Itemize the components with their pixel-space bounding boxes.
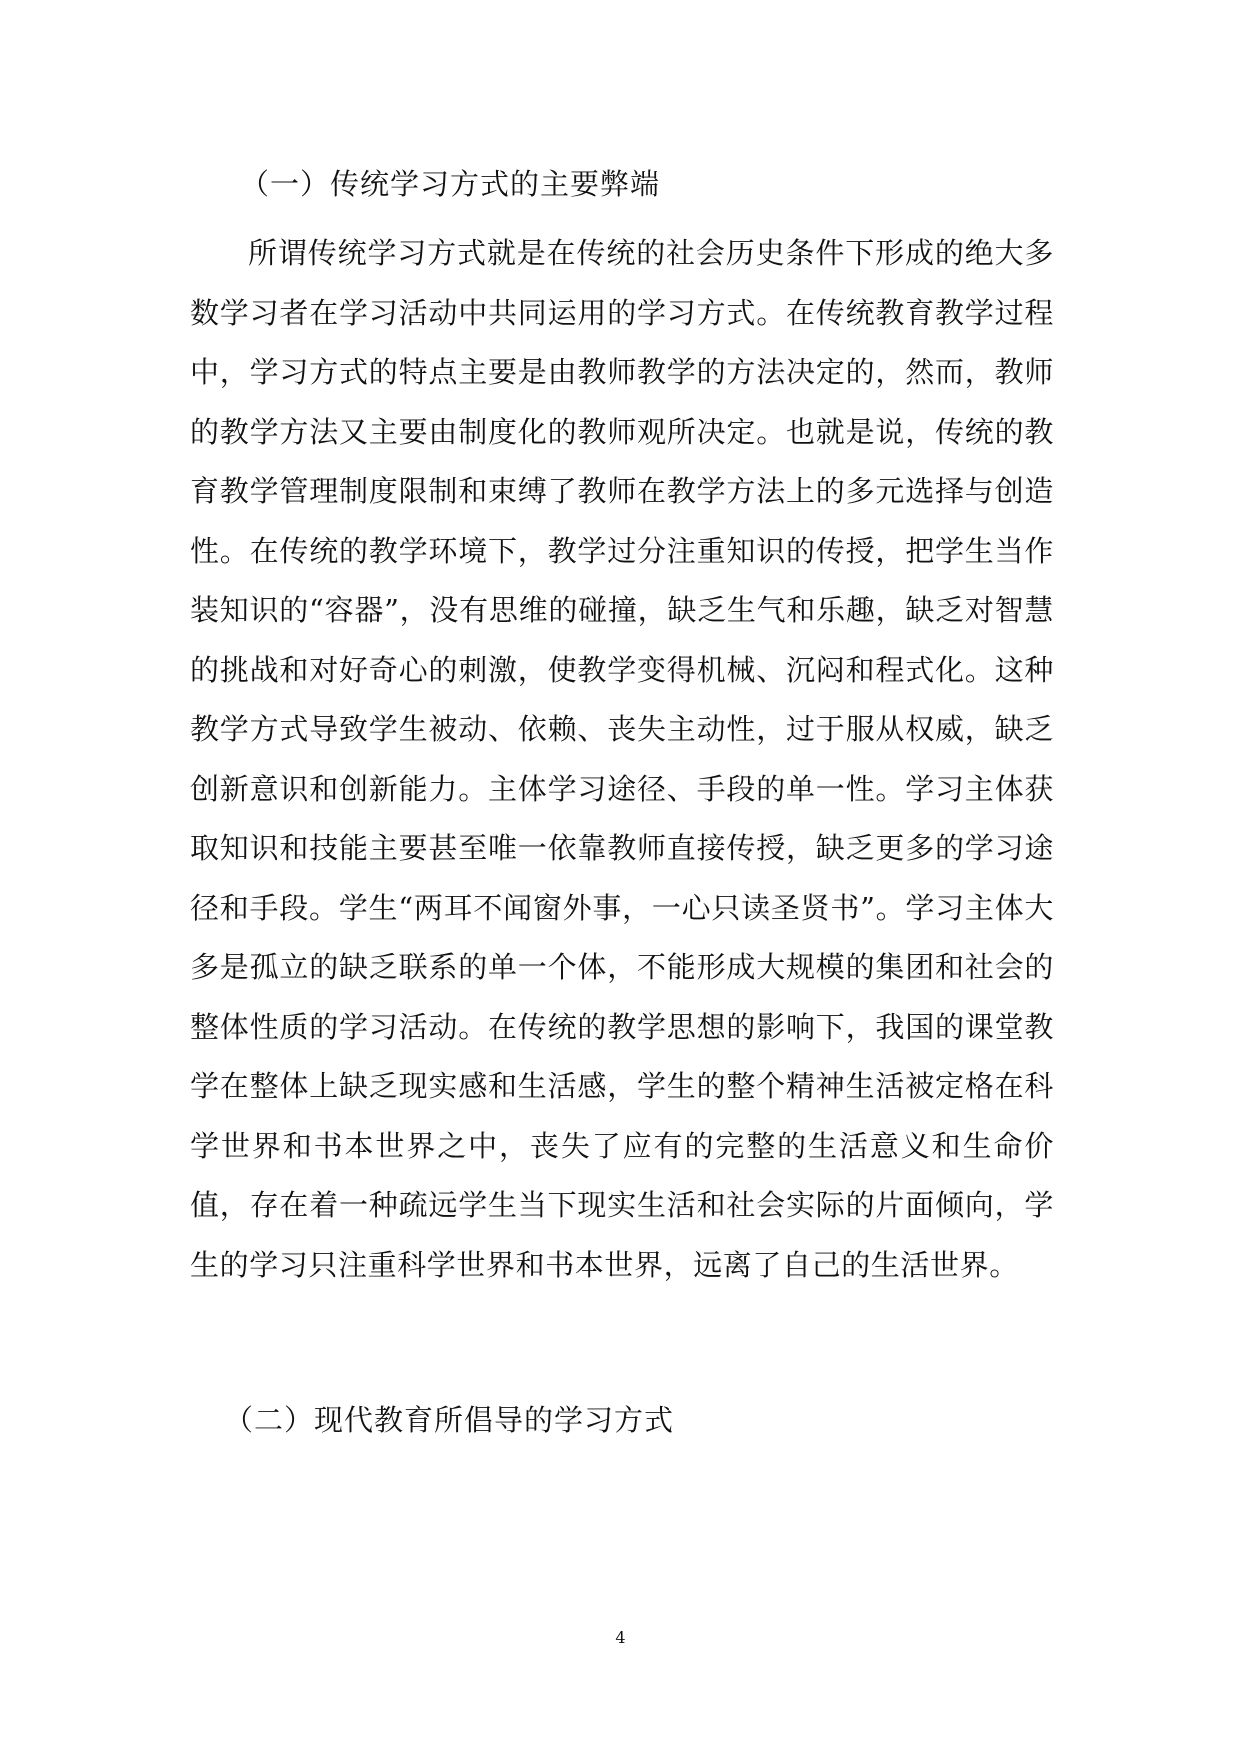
section-heading-modern-learning: （二）现代教育所倡导的学习方式 (224, 1403, 675, 1437)
body-paragraph: 所谓传统学习方式就是在传统的社会历史条件下形成的绝大多数学习者在学习活动中共同运用的学习方式。在传统教育教学过程中，学习方式的特点主要是由教师教学的方法决定的，然而，教师的教学方法又主要由制度化的教师观所决定。也就是说，传统的教育教学管理制度限制和束缚了教师在教学方法上的多元选择与创造性。在传统的教学环境下，教学过分注重知识的传授，把学生当作装知识的“容器”，没有思维的碰撞，缺乏生气和乐趣，缺乏对智慧的挑战和对好奇心的刺激，使教学变得机械、沉闷和程式化。这种教学方式导致学生被动、依赖、丧失主动性，过于服从权威，缺乏创新意识和创新能力。主体学习途径、手段的单一性。学习主体获取知识和技能主要甚至唯一依靠教师直接传授，缺乏更多的学习途径和手段。学生“两耳不闻窗外事，一心只读圣贤书”。学习主体大多是孤立的缺乏联系的单一个体，不能形成大规模的集团和社会的整体性质的学习活动。在传统的教学思想的影响下，我国的课堂教学在整体上缺乏现实感和生活感，学生的整个精神生活被定格在科学世界和书本世界之中，丧失了应有的完整的生活意义和生命价值，存在着一种疏远学生当下现实生活和社会实际的片面倾向，学生的学习只注重科学世界和书本世界，远离了自己的生活世界。 (190, 236, 1054, 1282)
page-number: 4 (615, 1628, 626, 1647)
section-heading-traditional-learning: （一）传统学习方式的主要弊端 (240, 167, 661, 201)
